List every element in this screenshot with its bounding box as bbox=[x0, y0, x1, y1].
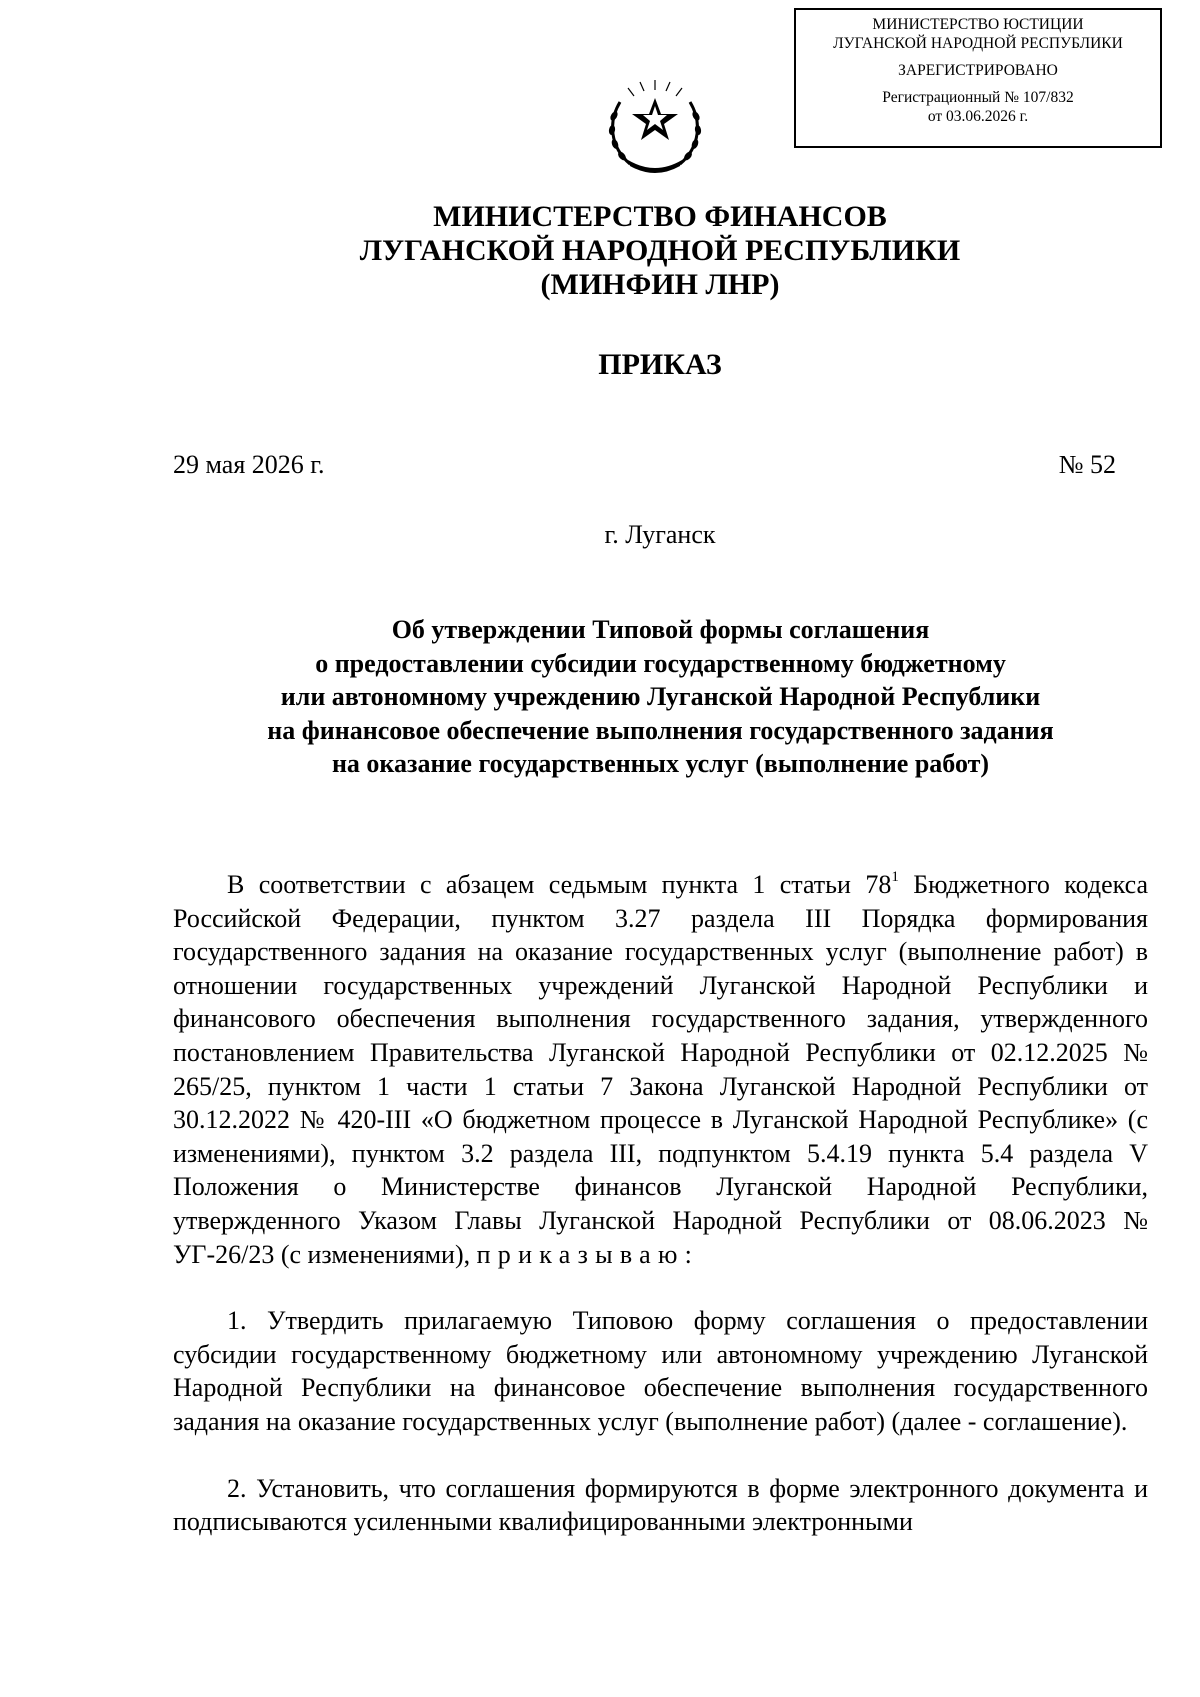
ministry-line1: МИНИСТЕРСТВО ФИНАНСОВ bbox=[433, 200, 887, 233]
stamp-reg-number: Регистрационный № 107/832 bbox=[882, 89, 1074, 106]
order-verb: приказываю bbox=[476, 1239, 685, 1269]
subject-line: о предоставлении субсидии государственному бюджетному bbox=[315, 648, 1006, 678]
order-city: г. Луганск bbox=[604, 520, 716, 549]
article-superscript: 1 bbox=[891, 869, 899, 885]
subject-line: на оказание государственных услуг (выполнение работ) bbox=[331, 749, 990, 778]
order-body bbox=[173, 868, 1148, 1539]
subject-line: Об утверждении Типовой формы соглашения bbox=[391, 615, 930, 644]
subject-line: на финансовое обеспечение выполнения государственного задания bbox=[267, 715, 1054, 745]
stamp-ministry-line2: ЛУГАНСКОЙ НАРОДНОЙ РЕСПУБЛИКИ bbox=[833, 35, 1123, 52]
preamble-paragraph bbox=[173, 868, 1148, 1271]
subject-line: или автономному учреждению Луганской Народной Республики bbox=[280, 682, 1041, 711]
stamp-reg-date: от 03.06.2026 г. bbox=[927, 108, 1029, 125]
order-subject bbox=[173, 613, 1148, 781]
registration-stamp bbox=[794, 8, 1162, 148]
preamble-text-start: В соответствии с абзацем седьмым пункта 1 статьи 78 bbox=[227, 870, 892, 899]
document-type: ПРИКАЗ bbox=[598, 348, 722, 381]
clause-1-paragraph: 1. Утвердить прилагаемую Типовою форму соглашения о предоставлении субсидии государственному бюджетному или автономному учреждению Луганской Народной Республики на финансовое обеспечение выполнения государственного задания на оказание государственных услуг (выполнение работ) (далее - соглашение). bbox=[173, 1306, 1148, 1436]
preamble-text-main: Бюджетного кодекса Российской Федерации, пунктом 3.27 раздела III Порядка формирования государственного задания на оказание государственных услуг (выполнение работ) в отношении государственных учреждений Луганской Народной Республики и финансового обеспечения выполнения государственного задания, утвержденного постановлением Правительства Луганской Народной Республики от 02.12.2025 № 265/25, пунктом 1 части 1 статьи 7 Закона Луганской Народной Республики от 30.12.2022 № 420-III «О бюджетном процессе в Луганской Народной Республике» (с изменениями), пунктом 3.2 раздела III, подпунктом 5.4.19 пункта 5.4 раздела V Положения о Министерстве финансов Луганской Народной Республики, утвержденного Указом Главы Луганской Народной Республики от 08.06.2023 № УГ-26/23 (с изменениями), bbox=[173, 870, 1148, 1269]
ministry-short-name: (МИНФИН ЛНР) bbox=[540, 268, 780, 301]
ministry-line2: ЛУГАНСКОЙ НАРОДНОЙ РЕСПУБЛИКИ bbox=[359, 234, 961, 267]
coat-of-arms-emblem bbox=[600, 72, 710, 178]
ministry-name bbox=[0, 200, 1200, 302]
order-date: 29 мая 2026 г. bbox=[173, 450, 325, 479]
stamp-status: ЗАРЕГИСТРИРОВАНО bbox=[898, 62, 1058, 79]
preamble-colon: : bbox=[684, 1239, 692, 1269]
order-number: № 52 bbox=[1058, 450, 1116, 479]
stamp-ministry-line1: МИНИСТЕРСТВО ЮСТИЦИИ bbox=[872, 16, 1084, 33]
clause-2-paragraph: 2. Установить, что соглашения формируются в форме электронного документа и подписываются усиленными квалифицированными электронными bbox=[173, 1473, 1148, 1537]
